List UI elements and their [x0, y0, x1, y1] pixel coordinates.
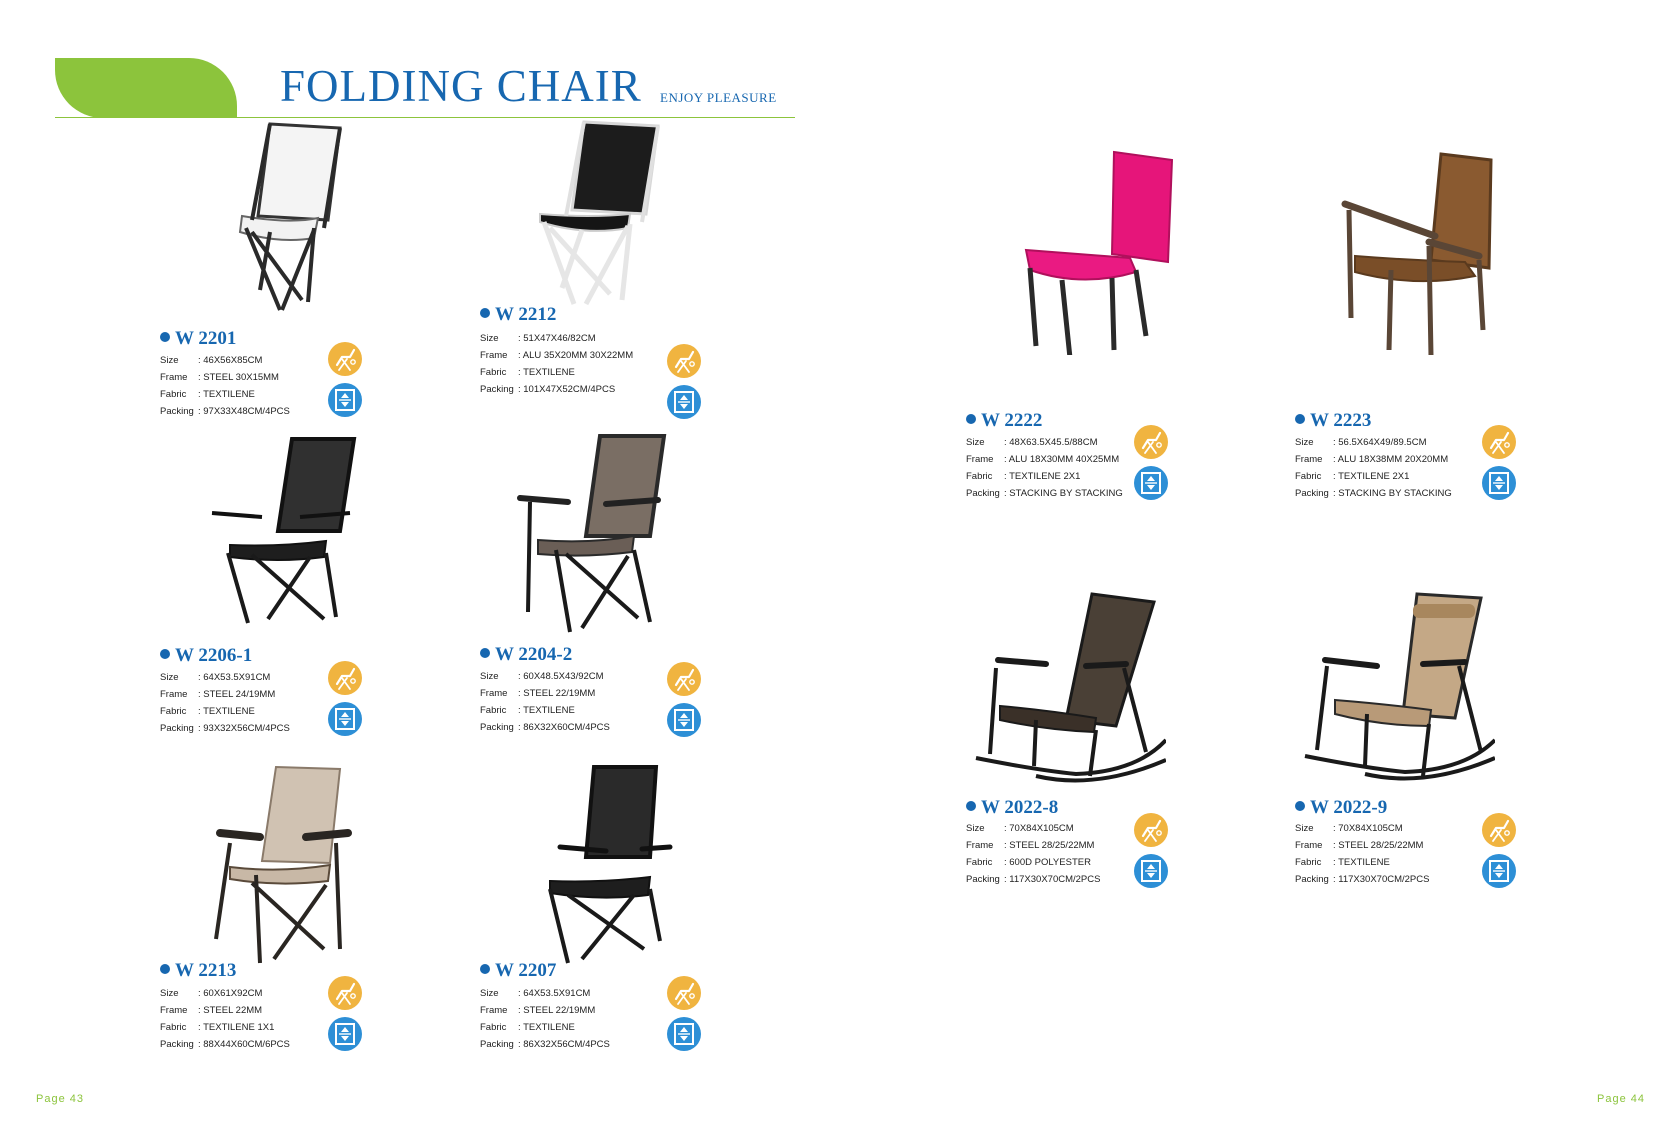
spec-label-size: Size — [480, 333, 499, 344]
spec-frame: : STEEL 30X15MM — [198, 372, 279, 383]
stacking-icon — [1134, 466, 1168, 500]
recline-icon — [1134, 425, 1168, 459]
spec-packing: : STACKING BY STACKING — [1333, 488, 1452, 499]
product-card — [1295, 590, 1525, 890]
model-number: W 2207 — [480, 960, 556, 982]
spec-frame: : ALU 18X30MM 40X25MM — [1004, 454, 1120, 465]
feature-icons — [328, 661, 366, 743]
page-number-right: Page 44 — [1597, 1093, 1645, 1105]
spec-label-size: Size — [160, 355, 179, 366]
model-number: W 2212 — [480, 304, 556, 326]
chair-photo — [510, 118, 690, 323]
spec-list — [480, 330, 633, 398]
spec-frame: : STEEL 28/25/22MM — [1333, 840, 1424, 851]
model-number: W 2213 — [160, 960, 236, 982]
feature-icons — [667, 344, 705, 426]
spec-fabric: : TEXTILENE — [198, 706, 255, 717]
spec-fabric: : TEXTILENE — [1333, 857, 1390, 868]
spec-frame: : ALU 35X20MM 30X22MM — [518, 350, 634, 361]
spec-fabric: : TEXTILENE — [518, 1022, 575, 1033]
spec-label-packing: Packing — [480, 1039, 514, 1050]
spec-fabric: : TEXTILENE — [198, 389, 255, 400]
spec-label-fabric: Fabric — [160, 1022, 187, 1033]
spec-label-frame: Frame — [160, 372, 188, 383]
spec-list — [966, 434, 1123, 502]
stacking-icon — [1482, 854, 1516, 888]
spec-label-packing: Packing — [480, 722, 514, 733]
spec-label-size: Size — [160, 672, 179, 683]
chair-photo — [1295, 590, 1495, 795]
page-43 — [0, 0, 838, 1146]
spec-list — [160, 985, 290, 1053]
spec-label-size: Size — [966, 823, 985, 834]
spec-packing: : 117X30X70CM/2PCS — [1004, 874, 1101, 885]
recline-icon — [1134, 813, 1168, 847]
recline-icon — [1482, 425, 1516, 459]
stacking-icon — [667, 703, 701, 737]
spec-label-frame: Frame — [480, 350, 508, 361]
spec-list — [966, 820, 1100, 888]
chair-photo — [996, 150, 1176, 355]
spec-label-fabric: Fabric — [1295, 471, 1322, 482]
spec-label-packing: Packing — [160, 406, 194, 417]
model-number: W 2206-1 — [160, 645, 252, 667]
spec-label-packing: Packing — [160, 723, 194, 734]
spec-size: : 46X56X85CM — [198, 355, 263, 366]
chair-photo — [1325, 150, 1505, 355]
product-card — [160, 763, 390, 1063]
spec-packing: : 93X32X56CM/4PCS — [198, 723, 290, 734]
spec-packing: : 97X33X48CM/4PCS — [198, 406, 290, 417]
feature-icons — [328, 976, 366, 1058]
feature-icons — [1134, 813, 1172, 895]
recline-icon — [328, 976, 362, 1010]
spec-label-size: Size — [480, 988, 499, 999]
model-number: W 2201 — [160, 328, 236, 350]
stacking-icon — [667, 385, 701, 419]
spec-label-packing: Packing — [160, 1039, 194, 1050]
stacking-icon — [328, 702, 362, 736]
spec-packing: : STACKING BY STACKING — [1004, 488, 1123, 499]
feature-icons — [667, 662, 705, 744]
spec-label-frame: Frame — [160, 1005, 188, 1016]
spec-list — [480, 985, 610, 1053]
chair-photo — [190, 435, 370, 640]
spec-frame: : ALU 18X38MM 20X20MM — [1333, 454, 1449, 465]
spec-frame: : STEEL 22MM — [198, 1005, 263, 1016]
spec-label-fabric: Fabric — [966, 857, 993, 868]
product-card — [160, 435, 390, 735]
spec-label-frame: Frame — [966, 840, 994, 851]
spec-list — [480, 668, 610, 736]
spec-label-packing: Packing — [480, 384, 514, 395]
product-card — [480, 763, 710, 1063]
spec-label-fabric: Fabric — [1295, 857, 1322, 868]
spec-label-size: Size — [160, 988, 179, 999]
spec-packing: : 101X47X52CM/4PCS — [518, 384, 616, 395]
page-title: FOLDING CHAIR — [280, 61, 642, 111]
spec-size: : 51X47X46/82CM — [518, 333, 596, 344]
spec-label-fabric: Fabric — [160, 706, 187, 717]
spec-fabric: : TEXTILENE 2X1 — [1333, 471, 1410, 482]
model-number: W 2222 — [966, 410, 1042, 432]
stacking-icon — [667, 1017, 701, 1051]
model-number: W 2223 — [1295, 410, 1371, 432]
product-card — [1295, 150, 1525, 499]
spec-label-packing: Packing — [1295, 488, 1329, 499]
spec-size: : 70X84X105CM — [1333, 823, 1403, 834]
recline-icon — [328, 661, 362, 695]
product-card — [966, 150, 1196, 499]
spec-frame: : STEEL 24/19MM — [198, 689, 276, 700]
header-accent-tab — [55, 58, 237, 118]
model-number: W 2204-2 — [480, 644, 572, 666]
feature-icons — [1482, 813, 1520, 895]
feature-icons — [1134, 425, 1172, 507]
product-card — [160, 120, 390, 420]
spec-size: : 48X63.5X45.5/88CM — [1004, 437, 1098, 448]
spec-size: : 70X84X105CM — [1004, 823, 1074, 834]
stacking-icon — [1482, 466, 1516, 500]
spec-packing: : 86X32X56CM/4PCS — [518, 1039, 610, 1050]
page-subtitle: ENJOY PLEASURE — [660, 90, 777, 105]
spec-label-frame: Frame — [966, 454, 994, 465]
spec-label-frame: Frame — [1295, 454, 1323, 465]
spec-packing: : 88X44X60CM/6PCS — [198, 1039, 290, 1050]
feature-icons — [1482, 425, 1520, 507]
spec-size: : 60X48.5X43/92CM — [518, 671, 604, 682]
stacking-icon — [328, 1017, 362, 1051]
stacking-icon — [328, 383, 362, 417]
spec-label-size: Size — [1295, 823, 1314, 834]
recline-icon — [667, 976, 701, 1010]
spec-label-frame: Frame — [480, 688, 508, 699]
recline-icon — [667, 662, 701, 696]
recline-icon — [667, 344, 701, 378]
feature-icons — [667, 976, 705, 1058]
page-44 — [839, 0, 1677, 1146]
spec-size: : 64X53.5X91CM — [198, 672, 271, 683]
spec-label-size: Size — [1295, 437, 1314, 448]
page-number-left: Page 43 — [36, 1093, 84, 1105]
spec-label-fabric: Fabric — [160, 389, 187, 400]
spec-size: : 60X61X92CM — [198, 988, 263, 999]
product-card — [480, 118, 710, 418]
model-number: W 2022-9 — [1295, 797, 1387, 819]
spec-frame: : STEEL 22/19MM — [518, 1005, 596, 1016]
spec-fabric: : TEXTILENE 2X1 — [1004, 471, 1081, 482]
spec-label-frame: Frame — [1295, 840, 1323, 851]
spec-label-packing: Packing — [966, 488, 1000, 499]
spec-packing: : 86X32X60CM/4PCS — [518, 722, 610, 733]
spec-size: : 64X53.5X91CM — [518, 988, 591, 999]
spec-label-packing: Packing — [966, 874, 1000, 885]
spec-list — [160, 352, 290, 420]
spec-label-fabric: Fabric — [480, 705, 507, 716]
spec-label-size: Size — [480, 671, 499, 682]
chair-photo — [966, 590, 1166, 795]
spec-frame: : STEEL 28/25/22MM — [1004, 840, 1095, 851]
spec-fabric: : TEXTILENE — [518, 367, 575, 378]
product-card — [480, 432, 710, 732]
spec-packing: : 117X30X70CM/2PCS — [1333, 874, 1430, 885]
chair-photo — [510, 432, 690, 637]
spec-list — [160, 669, 290, 737]
spec-fabric: : TEXTILENE 1X1 — [198, 1022, 275, 1033]
chair-photo — [190, 763, 370, 968]
chair-photo — [510, 763, 690, 968]
recline-icon — [328, 342, 362, 376]
spec-label-size: Size — [966, 437, 985, 448]
spec-label-frame: Frame — [480, 1005, 508, 1016]
product-card — [966, 590, 1196, 890]
model-number: W 2022-8 — [966, 797, 1058, 819]
spec-label-packing: Packing — [1295, 874, 1329, 885]
spec-label-fabric: Fabric — [480, 1022, 507, 1033]
spec-label-frame: Frame — [160, 689, 188, 700]
feature-icons — [328, 342, 366, 424]
spec-fabric: : TEXTILENE — [518, 705, 575, 716]
spec-fabric: : 600D POLYESTER — [1004, 857, 1091, 868]
spec-list — [1295, 820, 1429, 888]
spec-frame: : STEEL 22/19MM — [518, 688, 596, 699]
chair-photo — [190, 120, 370, 325]
recline-icon — [1482, 813, 1516, 847]
spec-size: : 56.5X64X49/89.5CM — [1333, 437, 1427, 448]
spec-label-fabric: Fabric — [480, 367, 507, 378]
spec-label-fabric: Fabric — [966, 471, 993, 482]
stacking-icon — [1134, 854, 1168, 888]
spec-list — [1295, 434, 1452, 502]
